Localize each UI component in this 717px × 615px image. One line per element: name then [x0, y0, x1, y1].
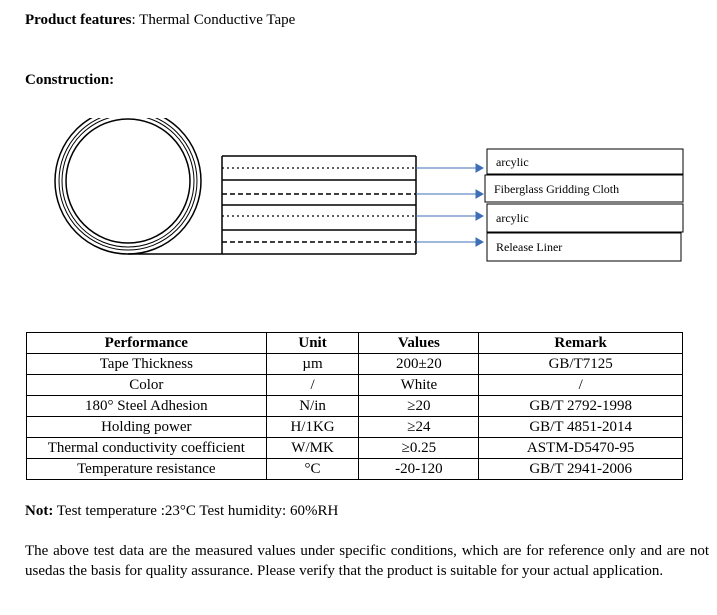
product-features-line — [25, 12, 295, 29]
construction-heading: Construction: — [25, 72, 115, 88]
cell-remark: GB/T7125 — [479, 354, 683, 375]
cell-performance: Holding power — [27, 417, 267, 438]
cell-value: White — [359, 375, 479, 396]
cell-value: -20-120 — [359, 459, 479, 480]
cell-unit: N/in — [266, 396, 359, 417]
note-label: Not: — [25, 503, 54, 519]
layer-label-3: arcylic — [496, 211, 529, 225]
cell-performance: Thermal conductivity coefficient — [27, 438, 267, 459]
table-row — [27, 396, 683, 417]
cell-value: ≥0.25 — [359, 438, 479, 459]
cell-unit: H/1KG — [266, 417, 359, 438]
cell-unit: / — [266, 375, 359, 396]
table-row — [27, 417, 683, 438]
arrow-head-layer-3 — [476, 212, 483, 220]
construction-diagram — [0, 118, 717, 268]
cell-performance: 180° Steel Adhesion — [27, 396, 267, 417]
cell-unit: °C — [266, 459, 359, 480]
header-values: Values — [359, 333, 479, 354]
cell-remark: ASTM-D5470-95 — [479, 438, 683, 459]
note-text: Test temperature :23°C Test humidity: 60%RH — [53, 503, 339, 519]
header-performance: Performance — [27, 333, 267, 354]
table-row — [27, 438, 683, 459]
layer-label-1: arcylic — [496, 155, 529, 169]
table-row — [27, 354, 683, 375]
product-features-label: Product features — [25, 12, 132, 28]
layer-label-2: Fiberglass Gridding Cloth — [494, 182, 620, 196]
cell-performance: Tape Thickness — [27, 354, 267, 375]
tape-roll-illustration — [55, 118, 222, 254]
product-features-value: : Thermal Conductive Tape — [131, 12, 296, 28]
header-unit: Unit — [266, 333, 359, 354]
disclaimer-paragraph: The above test data are the measured values under specific conditions, which are for reference only and are not usedas the basis for quality assurance. Please verify that the product is suitable for your actual application. — [25, 543, 709, 579]
arrow-head-layer-1 — [476, 164, 483, 172]
cell-remark: GB/T 4851-2014 — [479, 417, 683, 438]
layer-label-4: Release Liner — [496, 240, 563, 254]
cell-value: ≥20 — [359, 396, 479, 417]
cell-value: 200±20 — [359, 354, 479, 375]
cell-remark: GB/T 2792-1998 — [479, 396, 683, 417]
layer-stack — [222, 156, 416, 254]
table-row — [27, 375, 683, 396]
cell-performance: Temperature resistance — [27, 459, 267, 480]
performance-table — [26, 332, 683, 480]
table-row — [27, 459, 683, 480]
arrow-head-layer-2 — [476, 190, 483, 198]
cell-remark: / — [479, 375, 683, 396]
cell-unit: µm — [266, 354, 359, 375]
test-conditions-note — [25, 503, 338, 520]
cell-unit: W/MK — [266, 438, 359, 459]
cell-remark: GB/T 2941-2006 — [479, 459, 683, 480]
header-remark: Remark — [479, 333, 683, 354]
table-header-row — [27, 333, 683, 354]
cell-value: ≥24 — [359, 417, 479, 438]
cell-performance: Color — [27, 375, 267, 396]
arrow-head-layer-4 — [476, 238, 483, 246]
